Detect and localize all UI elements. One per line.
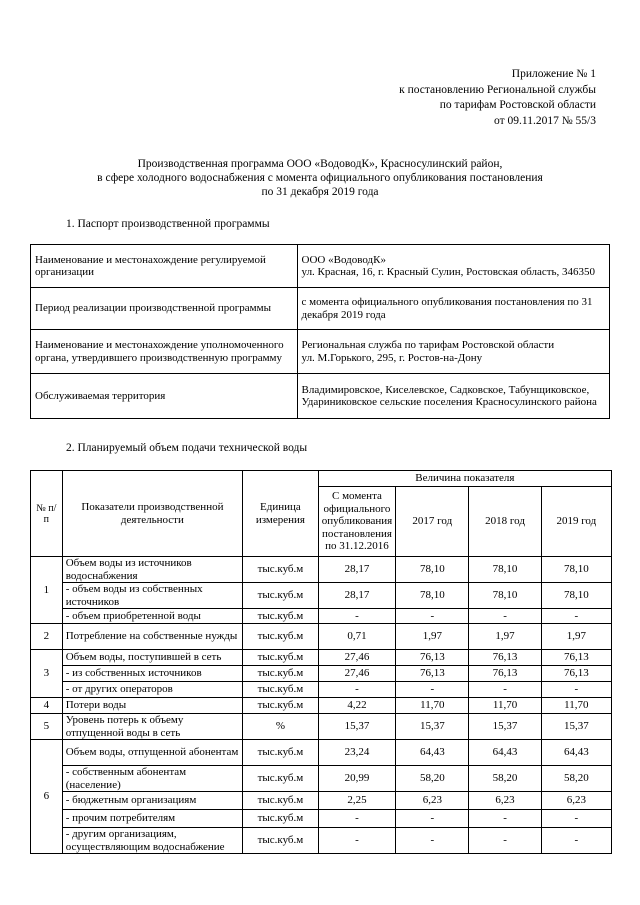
section-2-heading: 2. Планируемый объем подачи технической воды [66,442,308,454]
row-indicator-name: Потребление на собственные нужды [62,624,242,650]
table-row [31,828,612,854]
row-value-2018: 78,10 [469,583,541,609]
row-value-2017: 76,13 [396,666,469,682]
row-unit: тыс.куб.м [243,810,319,828]
passport-value: с момента официального опубликования постановления по 31 декабря 2019 года [297,288,609,330]
row-value-2017: 78,10 [396,557,469,583]
row-indicator-name: Объем воды, поступившей в сеть [62,650,242,666]
appendix-block [399,67,596,129]
row-value-2019: 78,10 [541,557,611,583]
passport-value: Владимировское, Киселевское, Садковское, Табунщиковское, Удариниковское сельские поселения Красносулинского района [297,374,609,419]
row-value-2017: 78,10 [396,583,469,609]
table-row [31,624,612,650]
row-value-2019: 6,23 [541,792,611,810]
row-unit: тыс.куб.м [243,740,319,766]
header-year-2019: 2019 год [541,487,611,557]
row-value-2019: 64,43 [541,740,611,766]
header-year-2018: 2018 год [469,487,541,557]
row-value-2019: 15,37 [541,714,611,740]
row-value-2019: 1,97 [541,624,611,650]
row-unit: тыс.куб.м [243,766,319,792]
header-num: № п/п [31,471,63,557]
row-number: 2 [31,624,63,650]
row-value-2019: - [541,810,611,828]
passport-row-authority [31,330,610,374]
row-value-initial: 2,25 [318,792,395,810]
table-header-row [31,471,612,487]
table-row [31,666,612,682]
row-value-2018: - [469,810,541,828]
title-line-1: Производственная программа ООО «ВодоводК», Красносулинский район, [137,158,503,170]
row-value-2019: - [541,682,611,698]
row-indicator-name: Объем воды, отпущенной абонентам [62,740,242,766]
header-value-group: Величина показателя [318,471,611,487]
title-line-2: в сфере холодного водоснабжения с момента официального опубликования постановления [97,172,543,184]
row-value-initial: 4,22 [318,698,395,714]
row-value-2019: 76,13 [541,650,611,666]
table-row [31,714,612,740]
row-value-2018: 15,37 [469,714,541,740]
row-value-initial: 0,71 [318,624,395,650]
row-unit: тыс.куб.м [243,609,319,624]
passport-row-territory [31,374,610,419]
row-value-2018: 76,13 [469,666,541,682]
row-unit: тыс.куб.м [243,666,319,682]
passport-label: Обслуживаемая территория [31,374,298,419]
row-value-2018: - [469,682,541,698]
header-indicator: Показатели производственной деятельности [62,471,242,557]
row-value-2019: - [541,828,611,854]
passport-table [30,244,610,419]
row-unit: тыс.куб.м [243,828,319,854]
table-row [31,792,612,810]
appendix-line-2: к постановлению Региональной службы [399,83,596,96]
passport-label: Наименование и местонахождение регулируемой организации [31,245,298,288]
row-value-2018: 11,70 [469,698,541,714]
row-value-initial: 27,46 [318,666,395,682]
table-row [31,698,612,714]
appendix-line-4: от 09.11.2017 № 55/3 [494,114,596,127]
row-value-2018: 76,13 [469,650,541,666]
row-value-2019: 58,20 [541,766,611,792]
row-value-initial: 23,24 [318,740,395,766]
header-period-initial: С момента официального опубликования постановления по 31.12.2016 [318,487,395,557]
row-unit: тыс.куб.м [243,698,319,714]
row-value-initial: 28,17 [318,583,395,609]
passport-value-line: ул. Красная, 16, г. Красный Сулин, Ростовская область, 346350 [301,266,596,278]
row-value-2018: 64,43 [469,740,541,766]
passport-row-organization [31,245,610,288]
passport-row-period [31,288,610,330]
row-indicator-name: - от других операторов [62,682,242,698]
row-value-initial: 15,37 [318,714,395,740]
passport-label: Период реализации производственной программы [31,288,298,330]
row-value-2017: 15,37 [396,714,469,740]
table-row [31,740,612,766]
row-value-2017: - [396,682,469,698]
row-number: 1 [31,557,63,624]
row-value-2017: 6,23 [396,792,469,810]
row-number: 4 [31,698,63,714]
row-value-2018: 78,10 [469,557,541,583]
row-unit: тыс.куб.м [243,557,319,583]
table-row [31,557,612,583]
row-indicator-name: - из собственных источников [62,666,242,682]
row-unit: тыс.куб.м [243,624,319,650]
row-value-2017: 1,97 [396,624,469,650]
row-number: 3 [31,650,63,698]
row-value-initial: - [318,810,395,828]
row-value-2017: - [396,609,469,624]
row-value-2018: - [469,828,541,854]
table-row [31,810,612,828]
row-value-2017: 64,43 [396,740,469,766]
passport-value-line: ООО «ВодоводК» [301,253,386,266]
row-value-2019: - [541,609,611,624]
table-row [31,583,612,609]
row-indicator-name: - бюджетным организациям [62,792,242,810]
row-value-2018: - [469,609,541,624]
row-indicator-name: - собственным абонентам (население) [62,766,242,792]
row-value-initial: - [318,609,395,624]
row-value-2017: - [396,810,469,828]
row-number: 6 [31,740,63,854]
row-indicator-name: - другим организациям, осуществляющим водоснабжение [62,828,242,854]
table-row [31,682,612,698]
row-value-2018: 1,97 [469,624,541,650]
row-value-2018: 58,20 [469,766,541,792]
table-row [31,650,612,666]
passport-label: Наименование и местонахождение уполномоченного органа, утвердившего производственную программу [31,330,298,374]
row-value-2017: - [396,828,469,854]
table-body [31,557,612,854]
row-unit: тыс.куб.м [243,792,319,810]
header-year-2017: 2017 год [396,487,469,557]
row-value-initial: 28,17 [318,557,395,583]
row-unit: тыс.куб.м [243,650,319,666]
passport-value-line: ул. М.Горького, 295, г. Ростов-на-Дону [301,351,483,364]
row-value-initial: - [318,828,395,854]
passport-value-line: Региональная служба по тарифам Ростовской области [301,339,555,351]
row-unit: тыс.куб.м [243,682,319,698]
row-value-2019: 11,70 [541,698,611,714]
row-indicator-name: - объем приобретенной воды [62,609,242,624]
appendix-line-3: по тарифам Ростовской области [439,99,596,111]
row-value-2018: 6,23 [469,792,541,810]
table-row [31,609,612,624]
row-indicator-name: Потери воды [62,698,242,714]
water-volume-table [30,470,612,854]
row-value-initial: 27,46 [318,650,395,666]
row-indicator-name: Объем воды из источников водоснабжения [62,557,242,583]
row-indicator-name: - прочим потребителям [62,810,242,828]
header-unit: Единица измерения [243,471,319,557]
row-unit: тыс.куб.м [243,583,319,609]
row-value-2019: 76,13 [541,666,611,682]
row-indicator-name: Уровень потерь к объему отпущенной воды в сеть [62,714,242,740]
row-value-2017: 76,13 [396,650,469,666]
row-indicator-name: - объем воды из собственных источников [62,583,242,609]
table-row [31,766,612,792]
row-number: 5 [31,714,63,740]
row-value-2017: 58,20 [396,766,469,792]
row-value-2019: 78,10 [541,583,611,609]
passport-value [297,330,609,374]
row-value-initial: - [318,682,395,698]
document-title [30,157,610,199]
row-value-initial: 20,99 [318,766,395,792]
section-1-heading: 1. Паспорт производственной программы [66,218,270,230]
passport-value [297,245,609,288]
row-unit: % [243,714,319,740]
appendix-line-1: Приложение № 1 [511,68,596,80]
title-line-3: по 31 декабря 2019 года [261,186,379,198]
row-value-2017: 11,70 [396,698,469,714]
